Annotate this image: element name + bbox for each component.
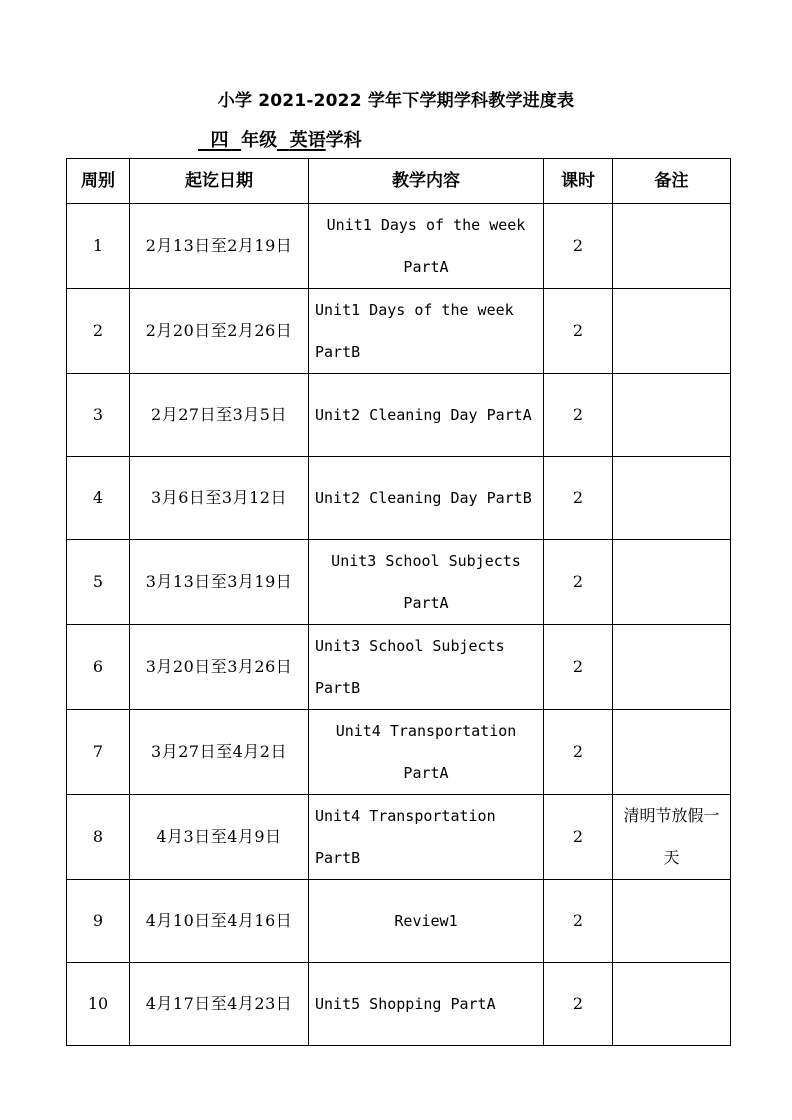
content-cell: Unit2 Cleaning Day PartA <box>309 374 544 457</box>
subject-value: 英语 <box>289 130 326 151</box>
content-cell: Unit3 School Subjects PartA <box>309 540 544 625</box>
notes-cell <box>613 289 731 374</box>
dates-cell: 3月13日至3月19日 <box>130 540 309 625</box>
hours-cell: 2 <box>544 374 613 457</box>
dates-cell: 2月20日至2月26日 <box>130 289 309 374</box>
hours-cell: 2 <box>544 880 613 963</box>
notes-cell <box>613 540 731 625</box>
hours-cell: 2 <box>544 625 613 710</box>
week-cell: 9 <box>67 880 130 963</box>
table-row <box>67 374 731 457</box>
content-cell: Unit2 Cleaning Day PartB <box>309 457 544 540</box>
table-row <box>67 289 731 374</box>
dates-cell: 2月27日至3月5日 <box>130 374 309 457</box>
table-row <box>67 880 731 963</box>
content-cell: Unit5 Shopping PartA <box>309 963 544 1046</box>
dates-cell: 4月17日至4月23日 <box>130 963 309 1046</box>
document-title: 小学 2021-2022 学年下学期学科教学进度表 <box>217 91 575 111</box>
table-row <box>67 795 731 880</box>
grade-suffix: 年级 <box>241 130 278 151</box>
week-cell: 6 <box>67 625 130 710</box>
hours-cell: 2 <box>544 795 613 880</box>
week-cell: 10 <box>67 963 130 1046</box>
table-row <box>67 625 731 710</box>
dates-cell: 4月3日至4月9日 <box>130 795 309 880</box>
notes-cell <box>613 963 731 1046</box>
notes-cell <box>613 457 731 540</box>
week-cell: 3 <box>67 374 130 457</box>
table-row <box>67 710 731 795</box>
header-hours: 课时 <box>544 159 613 204</box>
grade-value: 四 <box>210 130 229 151</box>
week-cell: 7 <box>67 710 130 795</box>
hours-cell: 2 <box>544 540 613 625</box>
hours-cell: 2 <box>544 710 613 795</box>
content-cell: Unit1 Days of the week PartA <box>309 204 544 289</box>
hours-cell: 2 <box>544 204 613 289</box>
week-cell: 1 <box>67 204 130 289</box>
grade-subject-line <box>198 126 362 152</box>
table-body <box>67 204 731 1046</box>
header-dates: 起讫日期 <box>130 159 309 204</box>
week-cell: 8 <box>67 795 130 880</box>
notes-cell: 清明节放假一天 <box>613 795 731 880</box>
hours-cell: 2 <box>544 963 613 1046</box>
table-header-row <box>67 159 731 204</box>
header-content: 教学内容 <box>309 159 544 204</box>
notes-cell <box>613 204 731 289</box>
hours-cell: 2 <box>544 457 613 540</box>
dates-cell: 3月27日至4月2日 <box>130 710 309 795</box>
notes-cell <box>613 625 731 710</box>
notes-cell <box>613 880 731 963</box>
content-cell: Unit3 School Subjects PartB <box>309 625 544 710</box>
content-cell: Unit4 Transportation PartB <box>309 795 544 880</box>
subject-suffix: 学科 <box>325 130 362 151</box>
table-row <box>67 540 731 625</box>
content-cell: Review1 <box>309 880 544 963</box>
week-cell: 2 <box>67 289 130 374</box>
content-cell: Unit1 Days of the week PartB <box>309 289 544 374</box>
content-cell: Unit4 Transportation PartA <box>309 710 544 795</box>
notes-cell <box>613 374 731 457</box>
week-cell: 4 <box>67 457 130 540</box>
table-row <box>67 963 731 1046</box>
table-row <box>67 457 731 540</box>
teaching-schedule-table <box>66 158 731 1046</box>
dates-cell: 3月6日至3月12日 <box>130 457 309 540</box>
header-notes: 备注 <box>613 159 731 204</box>
dates-cell: 3月20日至3月26日 <box>130 625 309 710</box>
hours-cell: 2 <box>544 289 613 374</box>
notes-cell <box>613 710 731 795</box>
header-week: 周别 <box>67 159 130 204</box>
dates-cell: 2月13日至2月19日 <box>130 204 309 289</box>
table-row <box>67 204 731 289</box>
week-cell: 5 <box>67 540 130 625</box>
dates-cell: 4月10日至4月16日 <box>130 880 309 963</box>
